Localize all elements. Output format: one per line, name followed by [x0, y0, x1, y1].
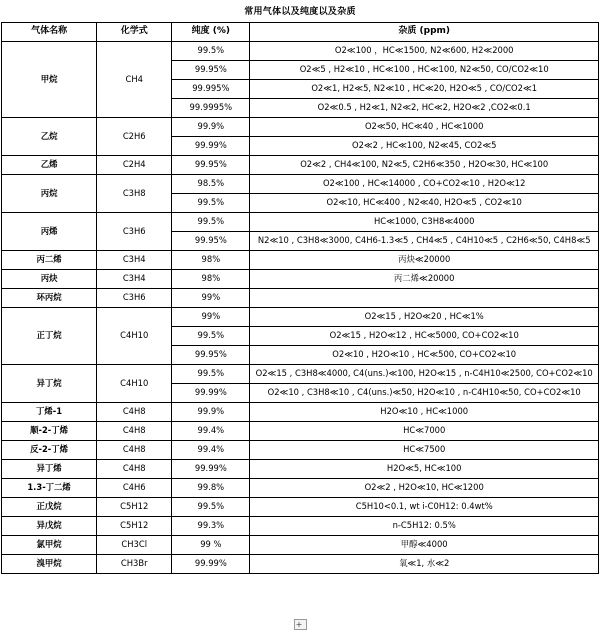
cell-gas-name: 氯甲烷: [2, 536, 97, 555]
cell-purity: 99.99%: [172, 460, 250, 479]
cell-impurity: H2O≪5, HC≪100: [250, 460, 599, 479]
table-row: [2, 118, 599, 137]
cell-purity: 99.95%: [172, 346, 250, 365]
cell-formula: C4H8: [97, 460, 172, 479]
cell-purity: 99.5%: [172, 213, 250, 232]
cell-purity: 98%: [172, 270, 250, 289]
cell-impurity: HC≪7000: [250, 422, 599, 441]
cell-purity: 99.4%: [172, 422, 250, 441]
cell-gas-name: 正戊烷: [2, 498, 97, 517]
table-row: [2, 156, 599, 175]
cell-purity: 99.995%: [172, 80, 250, 99]
cell-purity: 99%: [172, 308, 250, 327]
cell-impurity: O2≪5 , H2≪10 , HC≪100 , HC≪100, N2≪50, CO/CO2≪10: [250, 61, 599, 80]
cell-gas-name: 甲烷: [2, 42, 97, 118]
cell-purity: 99.5%: [172, 327, 250, 346]
table-row: [2, 403, 599, 422]
table-row: [2, 460, 599, 479]
cell-formula: C4H10: [97, 308, 172, 365]
cell-gas-name: 异丁烷: [2, 365, 97, 403]
cell-formula: C3H6: [97, 289, 172, 308]
cell-purity: 99%: [172, 289, 250, 308]
cell-gas-name: 反-2-丁烯: [2, 441, 97, 460]
table-row: [2, 289, 599, 308]
cell-gas-name: 顺-2-丁烯: [2, 422, 97, 441]
cell-purity: 99.95%: [172, 61, 250, 80]
cell-purity: 99.95%: [172, 156, 250, 175]
cell-impurity: O2≪2 , HC≪100, N2≪45, CO2≪5: [250, 137, 599, 156]
cell-purity: 99.3%: [172, 517, 250, 536]
cell-impurity: O2≪15 , C3H8≪4000, C4(uns.)≪100, H2O≪15 , n-C4H10≪2500, CO+CO2≪10: [250, 365, 599, 384]
cell-gas-name: 丙二烯: [2, 251, 97, 270]
cell-impurity: [250, 289, 599, 308]
cell-formula: C2H6: [97, 118, 172, 156]
cell-purity: 99.9%: [172, 118, 250, 137]
cell-gas-name: 丙炔: [2, 270, 97, 289]
cell-gas-name: 丙烯: [2, 213, 97, 251]
cell-impurity: 甲醇≪4000: [250, 536, 599, 555]
cell-impurity: C5H10<0.1, wt i-C0H12: 0.4wt%: [250, 498, 599, 517]
cell-formula: C3H6: [97, 213, 172, 251]
cell-formula: C2H4: [97, 156, 172, 175]
gas-purity-table: [1, 22, 599, 574]
table-row: [2, 42, 599, 61]
cell-formula: C3H4: [97, 270, 172, 289]
cell-purity: 99.5%: [172, 365, 250, 384]
cell-gas-name: 正丁烷: [2, 308, 97, 365]
cell-purity: 99 %: [172, 536, 250, 555]
cell-impurity: O2≪0.5 , H2≪1, N2≪2, HC≪2, H2O≪2 ,CO2≪0.1: [250, 99, 599, 118]
cell-impurity: 丙二烯≪20000: [250, 270, 599, 289]
cell-formula: C3H4: [97, 251, 172, 270]
table-row: [2, 441, 599, 460]
cell-formula: CH3Br: [97, 555, 172, 574]
cell-formula: C4H8: [97, 441, 172, 460]
cell-formula: C3H8: [97, 175, 172, 213]
table-row: [2, 422, 599, 441]
cell-gas-name: 1.3-丁二烯: [2, 479, 97, 498]
cell-purity: 99.99%: [172, 555, 250, 574]
cell-impurity: O2≪100 , HC≪14000 , CO+CO2≪10 , H2O≪12: [250, 175, 599, 194]
table-row: [2, 175, 599, 194]
column-header-impurity: 杂质 (ppm): [250, 23, 599, 42]
cell-gas-name: 异戊烷: [2, 517, 97, 536]
cell-formula: C4H10: [97, 365, 172, 403]
cell-impurity: O2≪15 , H2O≪12 , HC≪5000, CO+CO2≪10: [250, 327, 599, 346]
cell-purity: 99.5%: [172, 498, 250, 517]
cell-gas-name: 乙烯: [2, 156, 97, 175]
cell-gas-name: 丁烯-1: [2, 403, 97, 422]
column-header-formula: 化学式: [97, 23, 172, 42]
expand-plus-icon[interactable]: +: [294, 619, 307, 630]
cell-impurity: O2≪10, HC≪400 , N2≪40, H2O≪5 , CO2≪10: [250, 194, 599, 213]
table-row: [2, 479, 599, 498]
cell-impurity: HC≪1000, C3H8≪4000: [250, 213, 599, 232]
table-row: [2, 213, 599, 232]
table-row: [2, 555, 599, 574]
cell-impurity: O2≪50, HC≪40 , HC≪1000: [250, 118, 599, 137]
cell-impurity: 丙炔≪20000: [250, 251, 599, 270]
cell-gas-name: 乙烷: [2, 118, 97, 156]
cell-formula: C5H12: [97, 498, 172, 517]
cell-impurity: O2≪100 ，HC≪1500, N2≪600, H2≪2000: [250, 42, 599, 61]
cell-formula: CH3Cl: [97, 536, 172, 555]
cell-purity: 99.8%: [172, 479, 250, 498]
column-header-name: 气体名称: [2, 23, 97, 42]
cell-purity: 99.4%: [172, 441, 250, 460]
cell-purity: 98.5%: [172, 175, 250, 194]
cell-purity: 99.9%: [172, 403, 250, 422]
table-row: [2, 270, 599, 289]
cell-gas-name: 异丁烯: [2, 460, 97, 479]
table-row: [2, 536, 599, 555]
cell-formula: C4H8: [97, 403, 172, 422]
cell-purity: 98%: [172, 251, 250, 270]
cell-impurity: 氧≪1, 水≪2: [250, 555, 599, 574]
cell-impurity: N2≪10 , C3H8≪3000, C4H6-1.3≪5 , CH4≪5 , C4H10≪5 , C2H6≪50, C4H8≪5: [250, 232, 599, 251]
table-header-row: [2, 23, 599, 42]
table-row: [2, 498, 599, 517]
cell-purity: 99.5%: [172, 194, 250, 213]
column-header-purity: 纯度 (%): [172, 23, 250, 42]
table-row: [2, 251, 599, 270]
cell-formula: C4H8: [97, 422, 172, 441]
table-row: [2, 308, 599, 327]
cell-purity: 99.99%: [172, 137, 250, 156]
cell-formula: C5H12: [97, 517, 172, 536]
table-row: [2, 517, 599, 536]
cell-formula: C4H6: [97, 479, 172, 498]
cell-gas-name: 环丙烷: [2, 289, 97, 308]
cell-impurity: O2≪1, H2≪5, N2≪10 , HC≪20, H2O≪5 , CO/CO2≪1: [250, 80, 599, 99]
page-footer-marker: [0, 619, 600, 630]
cell-impurity: HC≪7500: [250, 441, 599, 460]
cell-impurity: O2≪10 , C3H8≪10 , C4(uns.)≪50, H2O≪10 , n-C4H10≪50, CO+CO2≪10: [250, 384, 599, 403]
cell-formula: CH4: [97, 42, 172, 118]
cell-impurity: H2O≪10 , HC≪1000: [250, 403, 599, 422]
cell-impurity: n-C5H12: 0.5%: [250, 517, 599, 536]
cell-gas-name: 溴甲烷: [2, 555, 97, 574]
table-row: [2, 365, 599, 384]
cell-impurity: O2≪2 , H2O≪10, HC≪1200: [250, 479, 599, 498]
cell-purity: 99.9995%: [172, 99, 250, 118]
cell-purity: 99.99%: [172, 384, 250, 403]
cell-impurity: O2≪15 , H2O≪20 , HC≪1%: [250, 308, 599, 327]
cell-impurity: O2≪10 , H2O≪10 , HC≪500, CO+CO2≪10: [250, 346, 599, 365]
cell-purity: 99.95%: [172, 232, 250, 251]
cell-impurity: O2≪2 , CH4≪100, N2≪5, C2H6≪350 , H2O≪30, HC≪100: [250, 156, 599, 175]
table-body: [2, 42, 599, 574]
cell-gas-name: 丙烷: [2, 175, 97, 213]
cell-purity: 99.5%: [172, 42, 250, 61]
page-title: 常用气体以及纯度以及杂质: [244, 7, 356, 17]
